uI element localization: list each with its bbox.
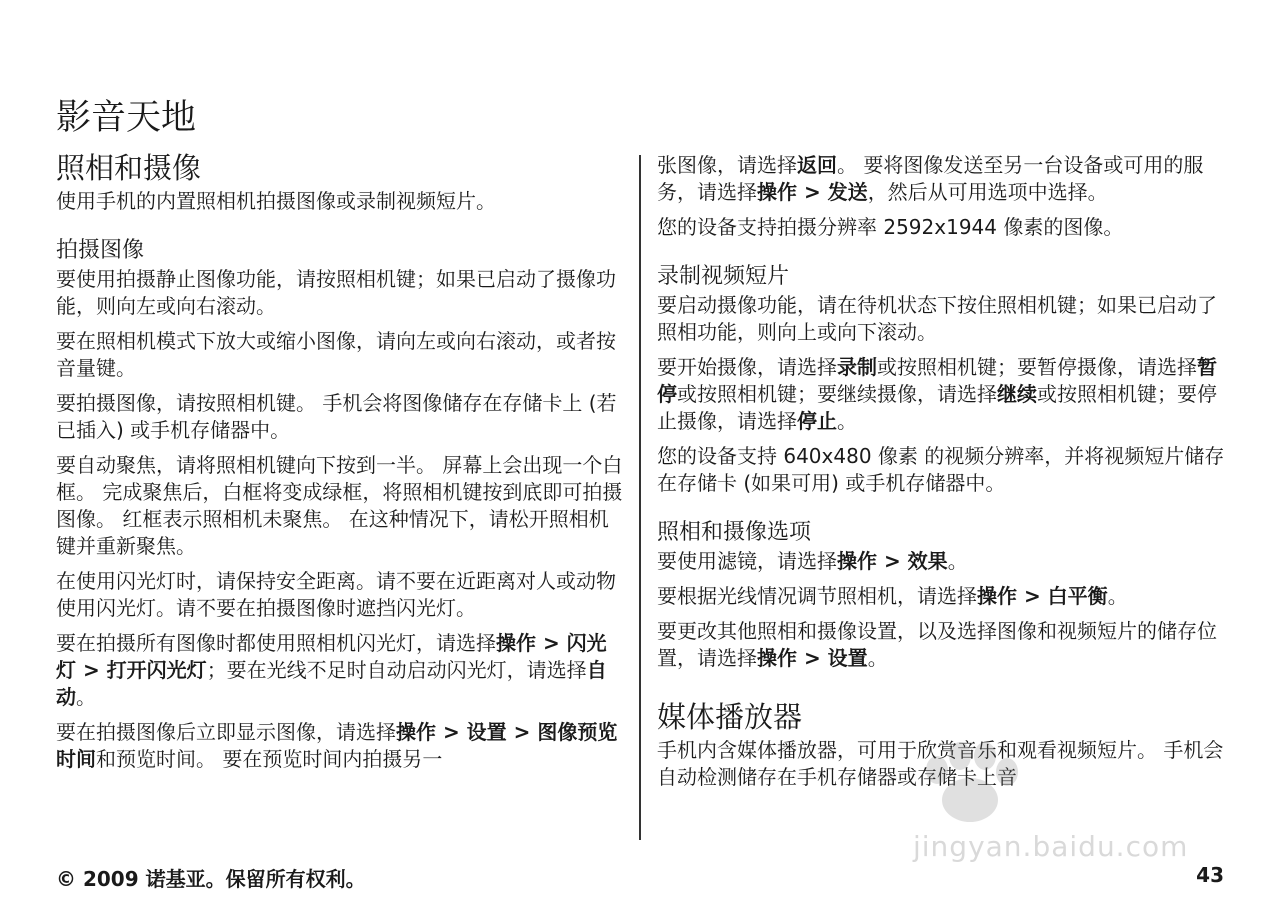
paragraph: 在使用闪光灯时，请保持安全距离。请不要在近距离对人或动物使用闪光灯。请不要在拍摄图像时遮挡闪光灯。 xyxy=(56,569,616,620)
paragraph: 要自动聚焦，请将照相机键向下按到一半。 屏幕上会出现一个白框。 完成聚焦后，白框将变成绿框，将照相机键按到底即可拍摄图像。 红框表示照相机未聚焦。 在这种情况下，请松开照相机键并重新聚焦。 xyxy=(56,453,623,558)
text: 或按照相机键；要暂停摄像，请选择 xyxy=(877,355,1197,379)
text: 或按照相机键；要停止摄像，请选择 xyxy=(657,382,1217,433)
menu-path: 操作 > 白平衡 xyxy=(977,584,1108,608)
page-title: 影音天地 xyxy=(56,98,197,138)
paragraph xyxy=(657,548,1227,575)
menu-path: 操作 > 发送 xyxy=(757,180,868,204)
column-divider xyxy=(639,155,641,840)
paragraph: 您的设备支持拍摄分辨率 2592x1944 像素的图像。 xyxy=(657,215,1124,239)
watermark xyxy=(905,740,1205,870)
text: 。 xyxy=(947,549,968,573)
text: 。 要将图像发送至另一台设备或可用的服务，请选择 xyxy=(657,153,1204,204)
left-column xyxy=(56,150,626,781)
paragraph xyxy=(657,152,1227,206)
menu-option: 自动 xyxy=(56,658,607,709)
menu-option: 继续 xyxy=(997,382,1037,406)
paragraph xyxy=(56,630,626,711)
text: 要开始摄像，请选择 xyxy=(657,355,837,379)
subsection-title-camera-options: 照相和摄像选项 xyxy=(657,520,812,545)
menu-path: 操作 > 设置 xyxy=(757,646,868,670)
paragraph xyxy=(657,354,1227,435)
page-number: 43 xyxy=(1196,863,1224,887)
paragraph xyxy=(657,583,1227,610)
paragraph: 您的设备支持 640x480 像素 的视频分辨率，并将视频短片储存在存储卡 (如果可用) 或手机存储器中。 xyxy=(657,444,1225,495)
paw-icon xyxy=(905,740,1035,830)
menu-path: 操作 > 闪光灯 > 打开闪光灯 xyxy=(56,631,607,682)
section-title-media-player: 媒体播放器 xyxy=(657,700,803,734)
menu-option: 暂停 xyxy=(657,355,1217,406)
paragraph: 要在照相机模式下放大或缩小图像，请向左或向右滚动，或者按音量键。 xyxy=(56,329,616,380)
watermark-text: jingyan.baidu.com xyxy=(913,830,1189,863)
paragraph: 要拍摄图像，请按照相机键。 手机会将图像储存在存储卡上 (若已插入) 或手机存储器中。 xyxy=(56,391,617,442)
paragraph xyxy=(56,719,626,773)
text: 或按照相机键；要继续摄像，请选择 xyxy=(677,382,997,406)
text: 要使用滤镜，请选择 xyxy=(657,549,837,573)
paragraph: 要使用拍摄静止图像功能，请按照相机键；如果已启动了摄像功能，则向左或向右滚动。 xyxy=(56,267,616,318)
menu-path: 操作 > 设置 > 图像预览时间 xyxy=(56,720,618,771)
menu-option: 停止 xyxy=(797,409,837,433)
text: 。 xyxy=(1107,584,1128,608)
subsection-title-capture-image: 拍摄图像 xyxy=(56,238,145,263)
copyright: © 2009 诺基亚。保留所有权利。 xyxy=(56,867,366,891)
text: 和预览时间。 要在预览时间内拍摄另一 xyxy=(96,747,443,771)
text: 。 xyxy=(76,685,96,709)
text: 要根据光线情况调节照相机，请选择 xyxy=(657,584,977,608)
menu-option: 返回 xyxy=(797,153,837,177)
text: 要在拍摄所有图像时都使用照相机闪光灯，请选择 xyxy=(56,631,496,655)
menu-option: 录制 xyxy=(837,355,877,379)
menu-path: 操作 > 效果 xyxy=(837,549,948,573)
text: 张图像，请选择 xyxy=(657,153,797,177)
text: 要在拍摄图像后立即显示图像，请选择 xyxy=(56,720,396,744)
text: ；要在光线不足时自动启动闪光灯，请选择 xyxy=(206,658,587,682)
text: 要更改其他照相和摄像设置，以及选择图像和视频短片的储存位置，请选择 xyxy=(657,619,1217,670)
paragraph: 要启动摄像功能，请在待机状态下按住照相机键；如果已启动了照相功能，则向上或向下滚动。 xyxy=(657,293,1217,344)
paragraph xyxy=(657,618,1227,672)
section-title-camera: 照相和摄像 xyxy=(56,151,202,185)
text: 。 xyxy=(837,409,857,433)
subsection-title-record-video: 录制视频短片 xyxy=(657,264,790,289)
paragraph: 手机内含媒体播放器，可用于欣赏音乐和观看视频短片。 手机会自动检测储存在手机存储器或存储卡上音 xyxy=(657,738,1224,789)
right-column xyxy=(657,152,1227,799)
text: ，然后从可用选项中选择。 xyxy=(867,180,1108,204)
text: 。 xyxy=(867,646,888,670)
section-intro: 使用手机的内置照相机拍摄图像或录制视频短片。 xyxy=(56,189,496,213)
